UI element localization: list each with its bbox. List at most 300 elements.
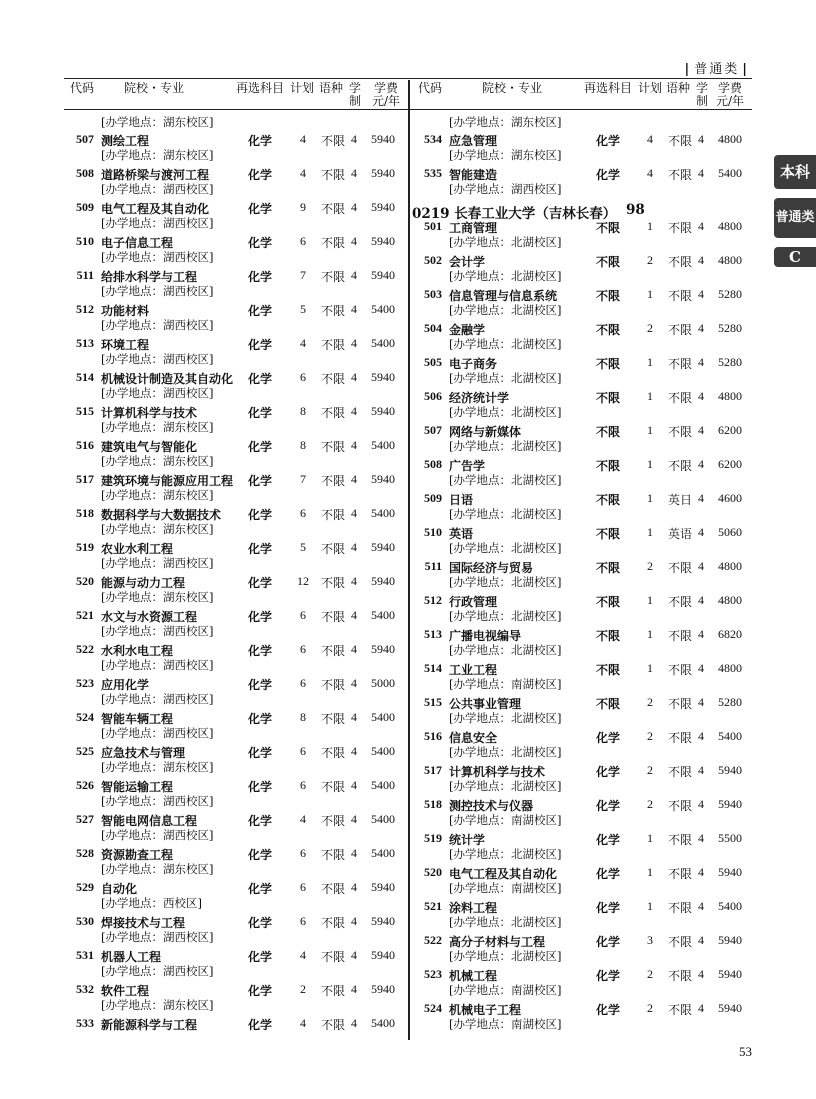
language: 不限 bbox=[321, 576, 346, 590]
major-name: 信息管理与信息系统 bbox=[449, 289, 558, 303]
language: 不限 bbox=[321, 610, 346, 624]
major-name: 高分子材料与工程 bbox=[449, 935, 546, 949]
tuition-fee: 5400 bbox=[371, 336, 395, 350]
major-name: 英语 bbox=[449, 527, 474, 541]
language: 不限 bbox=[668, 663, 693, 677]
campus-location: [办学地点：湖东校区] bbox=[101, 862, 214, 876]
tuition-fee: 5940 bbox=[371, 472, 395, 486]
language: 不限 bbox=[668, 969, 693, 983]
required-subject: 化学 bbox=[248, 882, 273, 896]
tuition-fee: 5940 bbox=[718, 763, 742, 777]
major-name: 广告学 bbox=[449, 459, 486, 473]
required-subject: 化学 bbox=[248, 474, 273, 488]
language: 不限 bbox=[321, 236, 346, 250]
major-name: 资源勘查工程 bbox=[101, 848, 174, 862]
campus-location: [办学地点：北湖校区] bbox=[449, 507, 562, 521]
study-years: 4 bbox=[698, 219, 704, 233]
required-subject: 不限 bbox=[596, 697, 621, 711]
major-name: 行政管理 bbox=[449, 595, 498, 609]
table-row bbox=[64, 826, 408, 876]
language: 不限 bbox=[668, 595, 693, 609]
language: 不限 bbox=[321, 338, 346, 352]
major-name: 测控技术与仪器 bbox=[449, 799, 534, 813]
table-row bbox=[64, 384, 408, 434]
language: 不限 bbox=[668, 867, 693, 881]
study-years: 4 bbox=[351, 268, 357, 282]
major-name: 给排水科学与工程 bbox=[101, 270, 198, 284]
language: 不限 bbox=[321, 814, 346, 828]
tuition-fee: 5400 bbox=[371, 744, 395, 758]
plan-count: 4 bbox=[300, 132, 306, 146]
major-code: 508 bbox=[424, 457, 442, 471]
study-years: 4 bbox=[698, 1001, 704, 1015]
major-name: 水利水电工程 bbox=[101, 644, 174, 658]
study-years: 4 bbox=[351, 676, 357, 690]
tuition-fee: 5400 bbox=[371, 812, 395, 826]
table-row bbox=[412, 471, 752, 521]
required-subject: 化学 bbox=[596, 134, 621, 148]
plan-count: 4 bbox=[647, 166, 653, 180]
major-code: 510 bbox=[424, 525, 442, 539]
language: 不限 bbox=[668, 357, 693, 371]
campus-location: [办学地点：北湖校区] bbox=[449, 847, 562, 861]
tuition-fee: 5400 bbox=[371, 506, 395, 520]
plan-count: 1 bbox=[647, 627, 653, 641]
major-code: 504 bbox=[424, 321, 442, 335]
required-subject: 不限 bbox=[596, 221, 621, 235]
study-years: 4 bbox=[351, 744, 357, 758]
header-code: 代码 bbox=[70, 81, 95, 95]
major-name: 机器人工程 bbox=[101, 950, 162, 964]
table-row bbox=[412, 301, 752, 351]
required-subject: 不限 bbox=[596, 663, 621, 677]
tuition-fee: 5940 bbox=[718, 865, 742, 879]
major-name: 广播电视编导 bbox=[449, 629, 522, 643]
plan-count: 4 bbox=[300, 812, 306, 826]
study-years: 4 bbox=[698, 166, 704, 180]
study-years: 4 bbox=[698, 797, 704, 811]
campus-location: [办学地点：湖西校区] bbox=[101, 250, 214, 264]
major-code: 521 bbox=[76, 608, 94, 622]
plan-count: 6 bbox=[300, 642, 306, 656]
table-row bbox=[64, 214, 408, 264]
language: 不限 bbox=[321, 304, 346, 318]
plan-count: 2 bbox=[300, 982, 306, 996]
required-subject: 化学 bbox=[248, 168, 273, 182]
language: 不限 bbox=[668, 134, 693, 148]
language: 不限 bbox=[321, 882, 346, 896]
table-row bbox=[412, 267, 752, 317]
major-code: 510 bbox=[76, 234, 94, 248]
major-name: 建筑环境与能源应用工程 bbox=[101, 474, 234, 488]
study-years: 4 bbox=[351, 1016, 357, 1030]
major-code: 524 bbox=[76, 710, 94, 724]
tuition-fee: 5400 bbox=[371, 846, 395, 860]
major-name: 工业工程 bbox=[449, 663, 498, 677]
required-subject: 不限 bbox=[596, 493, 621, 507]
language: 不限 bbox=[321, 406, 346, 420]
plan-count: 6 bbox=[300, 846, 306, 860]
major-code: 533 bbox=[76, 1016, 94, 1030]
major-name: 工商管理 bbox=[449, 221, 498, 235]
tuition-fee: 5400 bbox=[371, 608, 395, 622]
plan-count: 4 bbox=[647, 132, 653, 146]
major-name: 焊接技术与工程 bbox=[101, 916, 186, 930]
table-row bbox=[64, 792, 408, 842]
study-years: 4 bbox=[698, 559, 704, 573]
campus-location: [办学地点：西校区] bbox=[101, 896, 202, 910]
major-name: 智能建造 bbox=[449, 168, 498, 182]
major-code: 528 bbox=[76, 846, 94, 860]
table-row bbox=[412, 539, 752, 589]
required-subject: 化学 bbox=[248, 814, 273, 828]
plan-count: 1 bbox=[647, 593, 653, 607]
required-subject: 化学 bbox=[596, 731, 621, 745]
major-code: 523 bbox=[424, 967, 442, 981]
required-subject: 化学 bbox=[596, 765, 621, 779]
plan-count: 2 bbox=[647, 253, 653, 267]
major-code: 506 bbox=[424, 389, 442, 403]
plan-count: 6 bbox=[300, 676, 306, 690]
major-name: 数据科学与大数据技术 bbox=[101, 508, 222, 522]
table-row bbox=[412, 233, 752, 283]
tuition-fee: 5940 bbox=[718, 967, 742, 981]
campus-location: [办学地点：湖西校区] bbox=[101, 964, 214, 978]
language: 不限 bbox=[321, 508, 346, 522]
campus-location: [办学地点：湖西校区] bbox=[101, 318, 214, 332]
major-code: 509 bbox=[424, 491, 442, 505]
table-row bbox=[412, 777, 752, 827]
major-code: 512 bbox=[424, 593, 442, 607]
plan-count: 6 bbox=[300, 506, 306, 520]
campus-location: [办学地点：北湖校区] bbox=[449, 915, 562, 929]
required-subject: 不限 bbox=[596, 289, 621, 303]
campus-location: [办学地点：北湖校区] bbox=[449, 949, 562, 963]
campus-location: [办学地点：湖东校区] bbox=[101, 590, 214, 604]
table-row bbox=[64, 486, 408, 536]
major-code: 515 bbox=[424, 695, 442, 709]
major-code: 508 bbox=[76, 166, 94, 180]
major-name: 农业水利工程 bbox=[101, 542, 174, 556]
major-name: 统计学 bbox=[449, 833, 486, 847]
major-code: 518 bbox=[424, 797, 442, 811]
required-subject: 不限 bbox=[596, 357, 621, 371]
campus-location: [办学地点：湖东校区] bbox=[449, 148, 562, 162]
required-subject: 化学 bbox=[596, 969, 621, 983]
major-code: 502 bbox=[424, 253, 442, 267]
table-row bbox=[64, 316, 408, 366]
required-subject: 化学 bbox=[596, 1003, 621, 1017]
tuition-fee: 5940 bbox=[371, 642, 395, 656]
table-row bbox=[412, 709, 752, 759]
tuition-fee: 5940 bbox=[371, 268, 395, 282]
campus-location: [办学地点：北湖校区] bbox=[449, 711, 562, 725]
plan-count: 8 bbox=[300, 438, 306, 452]
plan-count: 2 bbox=[647, 967, 653, 981]
table-row bbox=[412, 641, 752, 691]
plan-count: 2 bbox=[647, 729, 653, 743]
study-years: 4 bbox=[351, 506, 357, 520]
study-years: 4 bbox=[351, 982, 357, 996]
required-subject: 化学 bbox=[248, 610, 273, 624]
major-code: 520 bbox=[76, 574, 94, 588]
study-years: 4 bbox=[351, 234, 357, 248]
header-subject: 再选科目 bbox=[236, 81, 285, 95]
required-subject: 化学 bbox=[248, 950, 273, 964]
table-row bbox=[64, 894, 408, 944]
language: 不限 bbox=[321, 848, 346, 862]
table-row bbox=[64, 860, 408, 910]
left-column-header bbox=[64, 80, 408, 110]
study-years: 4 bbox=[351, 540, 357, 554]
required-subject: 化学 bbox=[248, 236, 273, 250]
major-name: 功能材料 bbox=[101, 304, 150, 318]
language: 不限 bbox=[321, 440, 346, 454]
table-row bbox=[64, 248, 408, 298]
campus-location: [办学地点：湖东校区] bbox=[101, 522, 214, 536]
language: 不限 bbox=[321, 984, 346, 998]
required-subject: 化学 bbox=[596, 799, 621, 813]
column-divider bbox=[408, 80, 410, 1040]
study-years: 4 bbox=[351, 336, 357, 350]
language: 不限 bbox=[321, 372, 346, 386]
required-subject: 不限 bbox=[596, 255, 621, 269]
tuition-fee: 4800 bbox=[718, 389, 742, 403]
table-row bbox=[412, 335, 752, 385]
required-subject: 化学 bbox=[248, 780, 273, 794]
major-code: 516 bbox=[76, 438, 94, 452]
campus-location: [办学地点：北湖校区] bbox=[449, 439, 562, 453]
table-row bbox=[412, 879, 752, 929]
plan-count: 1 bbox=[647, 661, 653, 675]
tuition-fee: 4800 bbox=[718, 593, 742, 607]
major-code: 531 bbox=[76, 948, 94, 962]
language: 不限 bbox=[321, 202, 346, 216]
plan-count: 4 bbox=[300, 948, 306, 962]
major-code: 526 bbox=[76, 778, 94, 792]
campus-location: [办学地点：北湖校区] bbox=[449, 745, 562, 759]
table-row bbox=[64, 928, 408, 978]
plan-count: 6 bbox=[300, 608, 306, 622]
major-name: 电子商务 bbox=[449, 357, 498, 371]
major-code: 522 bbox=[424, 933, 442, 947]
language: 不限 bbox=[668, 833, 693, 847]
required-subject: 化学 bbox=[248, 916, 273, 930]
tuition-fee: 4600 bbox=[718, 491, 742, 505]
language: 英日 bbox=[668, 493, 693, 507]
campus-location: [办学地点：湖西校区] bbox=[101, 216, 214, 230]
tuition-fee: 5940 bbox=[371, 166, 395, 180]
study-years: 4 bbox=[698, 627, 704, 641]
table-row bbox=[412, 199, 752, 249]
study-years: 4 bbox=[351, 812, 357, 826]
table-row bbox=[412, 573, 752, 623]
page-number: 53 bbox=[739, 1044, 752, 1059]
side-tab-general: 普通类 bbox=[774, 198, 816, 238]
tuition-fee: 5940 bbox=[718, 933, 742, 947]
campus-location: [办学地点：北湖校区] bbox=[449, 269, 562, 283]
major-code: 519 bbox=[424, 831, 442, 845]
header-years: 学 制 bbox=[349, 81, 362, 108]
campus-location: [办学地点：湖东校区] bbox=[101, 148, 214, 162]
major-code: 514 bbox=[424, 661, 442, 675]
language: 不限 bbox=[321, 542, 346, 556]
major-code: 521 bbox=[424, 899, 442, 913]
required-subject: 化学 bbox=[248, 270, 273, 284]
study-years: 4 bbox=[351, 438, 357, 452]
study-years: 4 bbox=[351, 608, 357, 622]
plan-count: 1 bbox=[647, 491, 653, 505]
tuition-fee: 5400 bbox=[718, 166, 742, 180]
required-subject: 不限 bbox=[596, 323, 621, 337]
tuition-fee: 5940 bbox=[718, 797, 742, 811]
study-years: 4 bbox=[698, 132, 704, 146]
plan-count: 2 bbox=[647, 763, 653, 777]
plan-count: 5 bbox=[300, 302, 306, 316]
plan-count: 1 bbox=[647, 899, 653, 913]
campus-location: [办学地点：湖东校区] bbox=[101, 760, 214, 774]
language: 不限 bbox=[321, 780, 346, 794]
major-name: 国际经济与贸易 bbox=[449, 561, 534, 575]
plan-count: 7 bbox=[300, 268, 306, 282]
table-row bbox=[412, 146, 752, 196]
study-years: 4 bbox=[698, 321, 704, 335]
tuition-fee: 5280 bbox=[718, 355, 742, 369]
language: 不限 bbox=[668, 168, 693, 182]
carryover-location: [办学地点：湖东校区] bbox=[449, 115, 562, 129]
study-years: 4 bbox=[351, 846, 357, 860]
table-row bbox=[412, 981, 752, 1031]
campus-location: [办学地点：湖西校区] bbox=[101, 692, 214, 706]
required-subject: 化学 bbox=[248, 712, 273, 726]
side-tab-letter: C bbox=[774, 247, 816, 267]
major-name: 公共事业管理 bbox=[449, 697, 522, 711]
tuition-fee: 5400 bbox=[371, 302, 395, 316]
major-name: 信息安全 bbox=[449, 731, 498, 745]
tuition-fee: 6200 bbox=[718, 423, 742, 437]
campus-location: [办学地点：湖西校区] bbox=[101, 556, 214, 570]
table-row bbox=[412, 369, 752, 419]
major-code: 501 bbox=[424, 219, 442, 233]
study-years: 4 bbox=[698, 967, 704, 981]
required-subject: 化学 bbox=[248, 576, 273, 590]
language: 不限 bbox=[668, 289, 693, 303]
major-code: 517 bbox=[424, 763, 442, 777]
major-name: 会计学 bbox=[449, 255, 486, 269]
major-name: 机械电子工程 bbox=[449, 1003, 522, 1017]
tuition-fee: 5280 bbox=[718, 321, 742, 335]
major-code: 513 bbox=[424, 627, 442, 641]
major-code: 535 bbox=[424, 166, 442, 180]
major-name: 新能源科学与工程 bbox=[101, 1018, 198, 1032]
required-subject: 不限 bbox=[596, 391, 621, 405]
tuition-fee: 5280 bbox=[718, 287, 742, 301]
plan-count: 8 bbox=[300, 404, 306, 418]
major-code: 517 bbox=[76, 472, 94, 486]
tuition-fee: 5400 bbox=[371, 710, 395, 724]
major-name: 应急管理 bbox=[449, 134, 498, 148]
table-row bbox=[412, 437, 752, 487]
header-fee: 学费 元/年 bbox=[715, 81, 745, 108]
study-years: 4 bbox=[351, 642, 357, 656]
campus-location: [办学地点：南湖校区] bbox=[449, 1017, 562, 1031]
tuition-fee: 5940 bbox=[371, 404, 395, 418]
study-years: 4 bbox=[698, 287, 704, 301]
language: 不限 bbox=[321, 712, 346, 726]
language: 不限 bbox=[668, 765, 693, 779]
required-subject: 不限 bbox=[596, 561, 621, 575]
plan-count: 6 bbox=[300, 370, 306, 384]
tuition-fee: 5940 bbox=[371, 200, 395, 214]
school-name: 0219 长春工业大学（吉林长春） bbox=[412, 206, 617, 222]
campus-location: [办学地点：北湖校区] bbox=[449, 643, 562, 657]
major-code: 518 bbox=[76, 506, 94, 520]
language: 不限 bbox=[668, 323, 693, 337]
major-name: 应用化学 bbox=[101, 678, 150, 692]
campus-location: [办学地点：湖西校区] bbox=[449, 182, 562, 196]
language: 不限 bbox=[321, 644, 346, 658]
required-subject: 化学 bbox=[248, 202, 273, 216]
required-subject: 化学 bbox=[248, 440, 273, 454]
tuition-fee: 5400 bbox=[371, 1016, 395, 1030]
tuition-fee: 4800 bbox=[718, 661, 742, 675]
table-row bbox=[412, 947, 752, 997]
plan-count: 1 bbox=[647, 831, 653, 845]
plan-count: 1 bbox=[647, 525, 653, 539]
required-subject: 化学 bbox=[248, 406, 273, 420]
plan-count: 2 bbox=[647, 559, 653, 573]
major-code: 523 bbox=[76, 676, 94, 690]
plan-count: 4 bbox=[300, 166, 306, 180]
major-name: 测绘工程 bbox=[101, 134, 150, 148]
table-row bbox=[64, 452, 408, 502]
header-school-major: 院校・专业 bbox=[482, 81, 543, 95]
study-years: 4 bbox=[698, 389, 704, 403]
table-row bbox=[64, 622, 408, 672]
plan-count: 6 bbox=[300, 880, 306, 894]
plan-count: 8 bbox=[300, 710, 306, 724]
major-code: 511 bbox=[424, 559, 442, 573]
tuition-fee: 5940 bbox=[371, 880, 395, 894]
campus-location: [办学地点：北湖校区] bbox=[449, 779, 562, 793]
study-years: 4 bbox=[698, 355, 704, 369]
language: 不限 bbox=[321, 950, 346, 964]
tuition-fee: 4800 bbox=[718, 219, 742, 233]
table-row bbox=[412, 675, 752, 725]
header-lang: 语种 bbox=[666, 81, 691, 95]
campus-location: [办学地点：北湖校区] bbox=[449, 575, 562, 589]
major-name: 计算机科学与技术 bbox=[449, 765, 546, 779]
study-years: 4 bbox=[351, 948, 357, 962]
tuition-fee: 5940 bbox=[371, 574, 395, 588]
tuition-fee: 6820 bbox=[718, 627, 742, 641]
major-code: 527 bbox=[76, 812, 94, 826]
header-code: 代码 bbox=[418, 81, 443, 95]
campus-location: [办学地点：北湖校区] bbox=[449, 609, 562, 623]
major-name: 电气工程及其自动化 bbox=[449, 867, 558, 881]
category-header: | 普通类 | bbox=[684, 62, 749, 77]
language: 不限 bbox=[668, 1003, 693, 1017]
study-years: 4 bbox=[351, 132, 357, 146]
major-code: 512 bbox=[76, 302, 94, 316]
major-code: 509 bbox=[76, 200, 94, 214]
major-name: 智能运输工程 bbox=[101, 780, 174, 794]
major-code: 532 bbox=[76, 982, 94, 996]
tuition-fee: 5940 bbox=[718, 1001, 742, 1015]
major-code: 515 bbox=[76, 404, 94, 418]
required-subject: 化学 bbox=[248, 848, 273, 862]
major-name: 水文与水资源工程 bbox=[101, 610, 198, 624]
